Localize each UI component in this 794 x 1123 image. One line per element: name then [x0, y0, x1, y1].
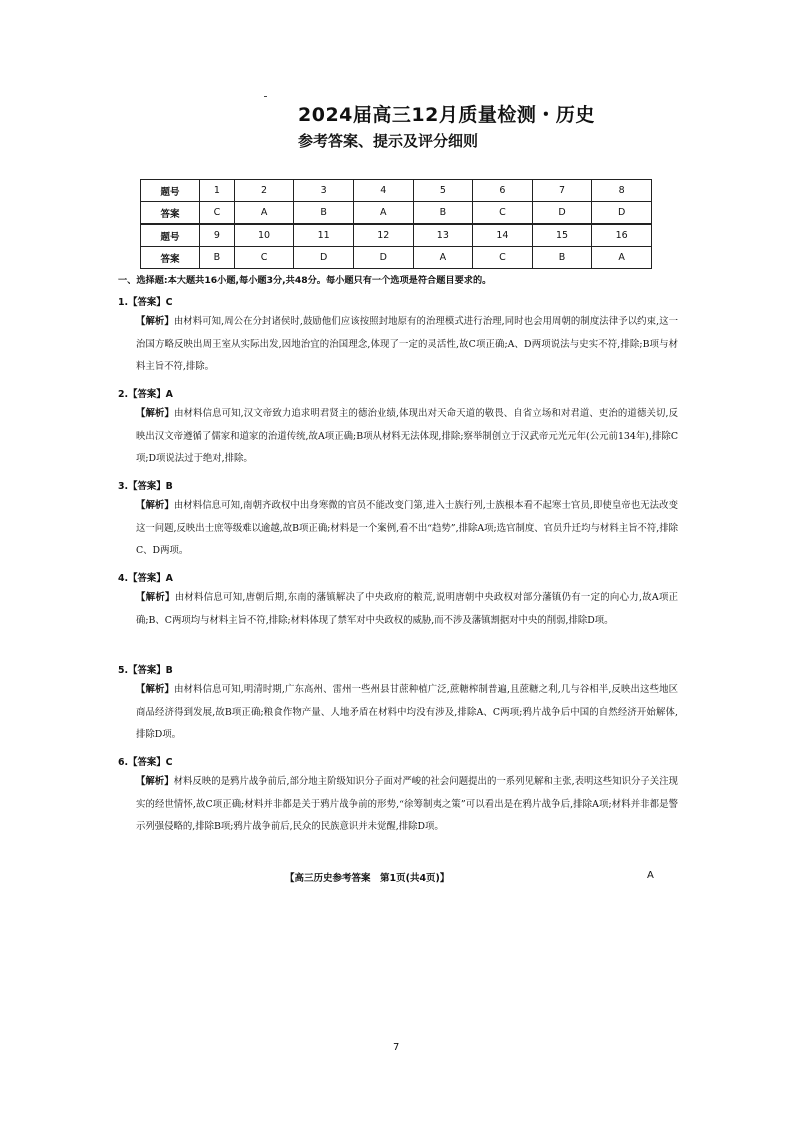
table-cell: B — [294, 202, 354, 225]
question-block — [118, 386, 678, 471]
table-cell: 12 — [353, 224, 413, 247]
table-cell: B — [413, 202, 473, 225]
explanation — [118, 587, 678, 632]
row-label: 题号 — [141, 224, 200, 247]
version-mark: A — [647, 870, 654, 881]
table-cell: 3 — [294, 180, 354, 202]
explanation — [118, 403, 678, 471]
explanation-text: 由材料信息可知,唐朝后期,东南的藩镇解决了中央政府的粮荒,说明唐朝中央政权对部分藩镇仍有一定的向心力,故A项正确;B、C两项均与材料主旨不符,排除;材料体现了禁军对中央政权的威胁,而不涉及藩镇割据对中央的削弱,排除D项。 — [136, 592, 678, 626]
answer-heading: 5.【答案】B — [118, 665, 173, 676]
explanation-label: 【解析】 — [136, 776, 174, 787]
explanation-label: 【解析】 — [136, 592, 175, 603]
answer-heading: 3.【答案】B — [118, 481, 173, 492]
question-block — [118, 294, 678, 379]
question-number-row — [141, 180, 652, 202]
answer-heading: 6.【答案】C — [118, 757, 173, 768]
table-cell: 11 — [294, 224, 354, 247]
explanation-label: 【解析】 — [136, 684, 175, 695]
scan-mark — [264, 96, 267, 97]
page-subtitle: 参考答案、提示及评分细则 — [298, 132, 479, 150]
table-cell: 1 — [200, 180, 235, 202]
question-number-row — [141, 224, 652, 247]
table-cell: C — [473, 247, 533, 269]
table-cell: 8 — [592, 180, 652, 202]
answer-row — [141, 202, 652, 225]
table-cell: C — [234, 247, 294, 269]
table-cell: 14 — [473, 224, 533, 247]
explanation-text: 由材料信息可知,南朝齐政权中出身寒微的官员不能改变门第,进入士族行列,士族根本看不起寒士官员,即使皇帝也无法改变这一问题,反映出士庶等级难以逾越,故B项正确;材料是一个案例,看不出“趋势”,排除A项;选官制度、官员升迁均与材料主旨不符,排除C、D两项。 — [136, 500, 678, 556]
table-cell: A — [234, 202, 294, 225]
row-label: 答案 — [141, 202, 200, 225]
table-cell: A — [592, 247, 652, 269]
explanation — [118, 495, 678, 563]
table-cell: D — [592, 202, 652, 225]
table-cell: 2 — [234, 180, 294, 202]
table-cell: 16 — [592, 224, 652, 247]
explanation — [118, 771, 678, 839]
table-cell: 7 — [532, 180, 592, 202]
question-block — [118, 570, 678, 632]
table-cell: 15 — [532, 224, 592, 247]
page-title: 2024届高三12月质量检测・历史 — [298, 104, 595, 126]
explanation-label: 【解析】 — [136, 316, 174, 327]
table-cell: 6 — [473, 180, 533, 202]
answer-heading: 2.【答案】A — [118, 389, 173, 400]
explanation — [118, 679, 678, 747]
table-cell: 9 — [200, 224, 235, 247]
row-label: 答案 — [141, 247, 200, 269]
explanation-text: 由材料可知,周公在分封诸侯时,鼓励他们应该按照封地原有的治理模式进行治理,同时也会用周朝的制度法律予以约束,这一治国方略反映出周王室从实际出发,因地治宜的治国理念,体现了一定的灵活性,故C项正确;A、D两项说法与史实不符,排除;B项与材料主旨不符,排除。 — [136, 316, 678, 372]
explanation-label: 【解析】 — [136, 500, 174, 511]
row-label: 题号 — [141, 180, 200, 202]
question-block — [118, 478, 678, 563]
table-cell: 4 — [353, 180, 413, 202]
table-cell: B — [200, 247, 235, 269]
table-cell: A — [353, 202, 413, 225]
table-cell: D — [294, 247, 354, 269]
table-cell: C — [473, 202, 533, 225]
question-block — [118, 662, 678, 747]
explanation-text: 由材料信息可知,汉文帝致力追求明君贤主的德治业绩,体现出对天命天道的敬畏、自省立场和对君道、吏治的道德关切,反映出汉文帝遵循了儒家和道家的治道传统,故A项正确;B项从材料无法体现,排除;察举制创立于汉武帝元光元年(公元前134年),排除C项;D项说法过于绝对,排除。 — [136, 408, 678, 464]
explanation-label: 【解析】 — [136, 408, 175, 419]
table-cell: 13 — [413, 224, 473, 247]
table-cell: A — [413, 247, 473, 269]
explanation — [118, 311, 678, 379]
table-cell: C — [200, 202, 235, 225]
answer-row — [141, 247, 652, 269]
table-cell: D — [532, 202, 592, 225]
answer-heading: 4.【答案】A — [118, 573, 173, 584]
question-block — [118, 754, 678, 839]
table-cell: 10 — [234, 224, 294, 247]
answer-heading: 1.【答案】C — [118, 297, 173, 308]
explanation-text: 由材料信息可知,明清时期,广东高州、雷州一些州县甘蔗种植广泛,蔗糖榨制普遍,且蔗糖之利,几与谷相半,反映出这些地区商品经济得到发展,故B项正确;粮食作物产量、人地矛盾在材料中均没有涉及,排除A、C两项;鸦片战争后中国的自然经济开始解体,排除D项。 — [136, 684, 678, 740]
table-cell: B — [532, 247, 592, 269]
table-cell: D — [353, 247, 413, 269]
page-number: 7 — [393, 1042, 400, 1053]
section-heading: 一、选择题:本大题共16小题,每小题3分,共48分。每小题只有一个选项是符合题目要求的。 — [118, 275, 492, 286]
table-cell: 5 — [413, 180, 473, 202]
explanation-text: 材料反映的是鸦片战争前后,部分地主阶级知识分子面对严峻的社会问题提出的一系列见解和主张,表明这些知识分子关注现实的经世情怀,故C项正确;材料并非都是关于鸦片战争前的形势,“徐筹制夷之策”可以看出是在鸦片战争后,排除A项;材料并非都是警示列强侵略的,排除B项;鸦片战争前后,民众的民族意识并未觉醒,排除D项。 — [136, 776, 678, 832]
answer-table — [140, 179, 652, 269]
page-footer: 【高三历史参考答案 第1页(共4页)】 — [285, 873, 450, 884]
